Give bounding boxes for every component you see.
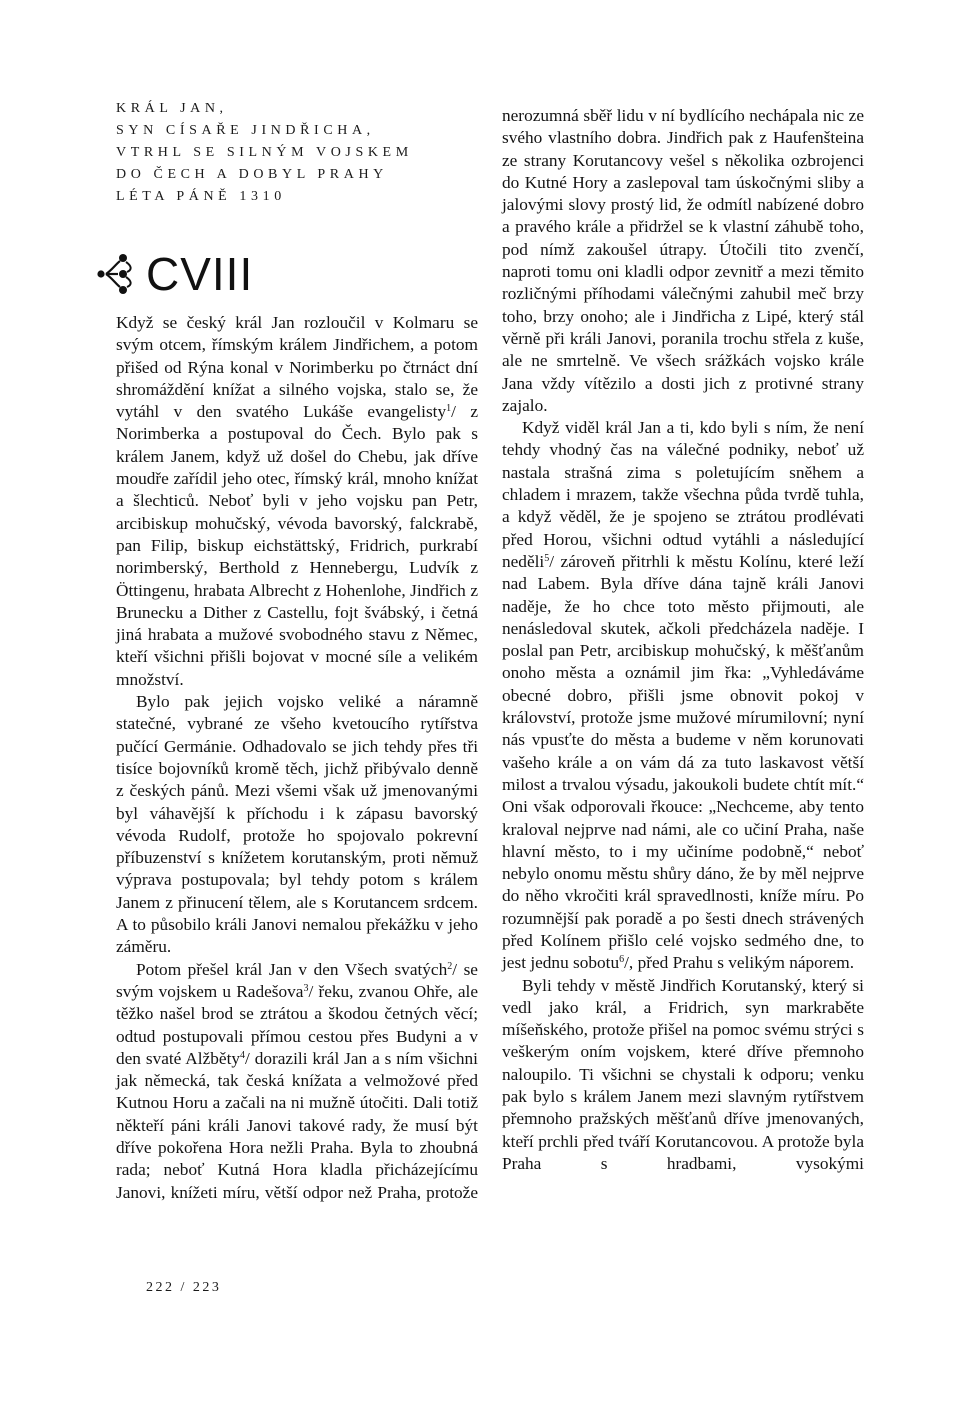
heading-line-2: SYN CÍSAŘE JINDŘICHA, xyxy=(116,123,375,138)
paragraph: Když viděl král Jan a ti, kdo byli s ním, že není tehdy vhodný čas na válečné podniky, neboť už nastala strašná zima s poletujícím sněhem a chladem i mrazem, takže všechna půda tvrdě tuhla, a když věděl, že je spojeno se ztrátou prodlévati před Horou, všichni odtud vytáhli a následující neděli$^5$/ zároveň přitrhli k městu Kolínu, které leží nad Labem. Byla dříve dána tajně králi Janovi naděje, že ho chce toto město přijmouti, ale nenásledoval skutek, ačkoli předcházela naděje. I poslal pan Petr, arcibiskup mohučský, k měšťanům onoho města a oznámil jim řka: „Vyhledáváme obecné dobro, přišli jsme obnovit pokoj v království, protože jsme mužové mírumilovní; nyní nás vpusťte do města a budeme v něm korunovati vašeho krále a on vám dá za tuto laskavost větší milost a trvalou výsadu, jakoukoli budete chtít mít.“ Oni však odporovali řkouce: „Nechceme, aby tento kraloval nejprve nad námi, ale co učiní Praha, naše hlavní město, to i my učiníme podobně,“ neboť nebylo onomu městu shůry dáno, že by měl nejprve do něho vkročiti král spravedlnosti, kníže míru. Po rozumnější pak poradě a po šesti dnech strávených před Kolínem přišlo celé vojsko sedméhо dne, to jest jednu sobotu$^6$/, před Prahu s velikým náporem. xyxy=(502,418,864,973)
footnote-marker: 2 xyxy=(447,960,453,972)
left-text-column xyxy=(116,312,478,1204)
chapter-number-block xyxy=(96,246,396,302)
chapter-number: CVIII xyxy=(146,248,254,300)
paragraph: Když se český král Jan rozloučil v Kolmaru se svým otcem, římským králem Jindřichem, a potom přišed od Rýna konal v Norimberku po čtrnáct dní shromáždění knížat a silného vojska, stalo se, že vytáhl v den svatého Lukáše evangelisty$^1$/ z Norimberka a postupoval do Čech. Bylo pak s králem Janem, když už došel do Chebu, jak dříve moudře zařídil jeho otec, římský král, mnoho knížat a šlechticů. Neboť byli v jeho vojsku pan Petr, arcibiskup mohučský, vévoda bavorský, falckrabě, pan Filip, biskup eichstättský, Fridrich, purkrabí norimberský, Berthold z Hennebergu, Ludvík z Öttingenu, hrabata Albrecht z Hohenlohe, Jindřich z Brunecku a Dither z Castellu, fojt švábský, i četná jiná hrabata a mužové svobodného stavu z Němec, kteří všichni přišli bojovat v mocné síle a velikém množství. xyxy=(116,313,478,689)
footnote-marker: 5 xyxy=(544,552,550,564)
heading-line-3: VTRHL SE SILNÝM VOJSKEM xyxy=(116,145,413,160)
footnote-marker: 6 xyxy=(619,954,625,966)
right-text-column xyxy=(502,105,864,1175)
heading-line-4: DO ČECH A DOBYL PRAHY xyxy=(116,167,388,182)
footnote-marker: 3 xyxy=(303,982,309,994)
paragraph: Potom přešel král Jan v den Všech svatých$^2$/ se svým vojskem u Radešova$^3$/ řeku, zvanou Ohře, ale těžko našel brod se ztrátou a škodou četných věcí; odtud postupovali přímou cestou přes Budyni a v den svaté Alžběty$^4$/ dorazili král Jan a s ním všichni jak německá, tak česká knížata a velmožové před Kutnou Horu a začali na ni mužně útočiti. Dali totiž někteří páni králi Janovi takové rady, že musí být dříve pokořena Hora nežli Praha. Byla to zhoubná rada; neboť Kutná Hora kladla přicházejícímu Janovi, knížeti míru, větší odpor než Praha, protože xyxy=(116,959,478,1202)
chapter-heading xyxy=(116,98,476,208)
page-number: 222 / 223 xyxy=(146,1280,222,1295)
paragraph: Byli tehdy v městě Jindřich Korutanský, který si vedl jako král, a Fridrich, syn markraběte míšeňského, protože přišel na pomoc svému strýci s veškerým oním vojskem, které dříve přemnoho naloupilo. Ti všichni se chystali k odporu; venku pak bylo s králem Janem mezi slavným rytířstvem přemnoho pražských měšťanů dříve jmenovaných, kteří prchli před tváří Korutancovou. A protože byla Praha s hradbami, vysokými xyxy=(502,975,864,1173)
floral-ornament-icon xyxy=(96,252,136,296)
heading-line-5: LÉTA PÁNĚ 1310 xyxy=(116,189,286,204)
paragraph: nerozumná sběř lidu v ní bydlícího nechápala nic ze svého vlastního dobra. Jindřich pak z Haufenšteina ze strany Korutancovy vešel s několika ozbrojenci do Kutné Hory a zaslepoval tam úskočnými sliby a jalovými slovy prostý lid, že odmítl nabízené dobro a pravého krále a přidržel se k vlastní záhubě toho, pod nímž zakoušel útrapy. Útočili tito zvenčí, naproti tomu oni kladli odpor zevnitř a mezi těmito rozličnými příhodami válečnými zahubil meč brzy toho, brzy onoho; ale i Jindřicha z Lipé, který stál věrně při králi Janovi, poranila trochu střela z kuše, ale ne smrtelně. Ve všech srážkách vojsko krále Jana vždy vítězilo a dosti jich z protivné strany zajalo. xyxy=(502,106,864,415)
heading-line-1: KRÁL JAN, xyxy=(116,101,228,116)
footnote-marker: 1 xyxy=(446,403,452,415)
paragraph: Bylo pak jejich vojsko veliké a náramně statečné, vybrané ze všeho kvetoucího rytířstva pučící Germánie. Odhadovalo se jich tehdy přes tři tisíce bojovníků kromě těch, jichž přibývalo denně z českých pánů. Mezi všemi však už jmenovanými byl váhavější k příchodu i k zápasu bavorský vévoda Rudolf, protože ho spojovalo pokrevní příbuzenství s knížetem korutanským, proti němuž výprava postupovala; byl tehdy potom s králem Janem z přinucení tělem, ale s Korutancem srdcem. A to působilo králi Janovi nemalou překážku v jeho záměru. xyxy=(116,692,478,957)
footnote-marker: 4 xyxy=(240,1049,246,1061)
